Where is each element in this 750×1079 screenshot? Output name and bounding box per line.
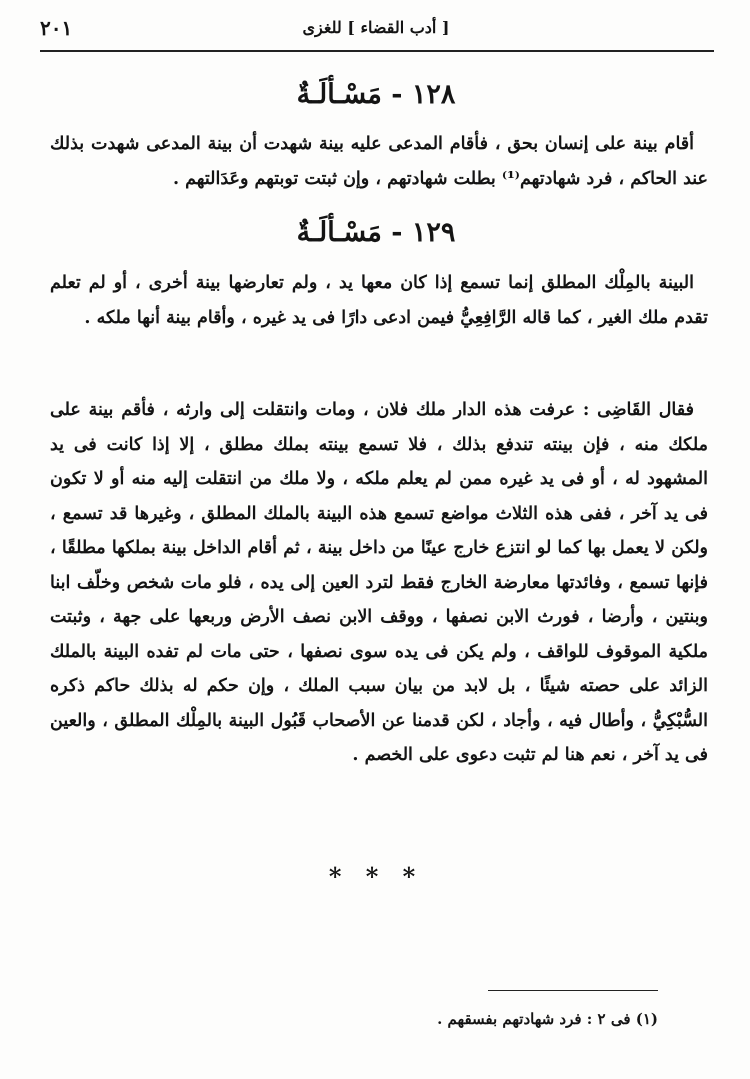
section-128-paragraph: أقام بينة على إنسان بحق ، فأقام المدعى عليه بينة شهدت أن بينة المدعى شهدت بذلك عند الحاكم ، فرد شهادتهم⁽¹⁾ بطلت شهادتهم ، وإن ثبتت توبتهم وعَدَالتهم . — [50, 134, 708, 189]
footnote: (١) فى ٢ : فرد شهادتهم بفسقهم . — [437, 1010, 658, 1028]
header-rule — [40, 50, 714, 52]
section-129-body-2 — [50, 393, 708, 773]
section-129-body-1 — [50, 266, 708, 335]
section-separator: * * * — [328, 862, 424, 891]
page-header — [40, 16, 712, 46]
page-number: ٢٠١ — [40, 16, 73, 40]
section-128-heading: ١٢٨ - مَسْـألَـةٌ — [296, 79, 456, 110]
footnote-rule — [488, 990, 658, 991]
section-128-body — [50, 127, 708, 196]
running-title: [ أدب القضاء ] للغزى — [302, 18, 450, 37]
section-129-paragraph-1: البينة بالمِلْك المطلق إنما تسمع إذا كان معها يد ، ولم تعارضها بينة أخرى ، أو لم تعلم تقدم ملك الغير ، كما قاله الرَّافِعِيُّ فيمن ادعى دارًا فى يد غيره ، وأقام بينة أنها ملكه . — [50, 273, 708, 328]
section-129-heading: ١٢٩ - مَسْـألَـةٌ — [296, 217, 456, 248]
section-129-paragraph-2: فقال القَاضِى : عرفت هذه الدار ملك فلان ، ومات وانتقلت إلى وارثه ، فأقم بينة على ملكك منه ، فإن بينته تندفع بذلك ، فلا تسمع بينته بملك مطلق ، إلا إذا كانت فى يد المشهود له ، أو فى يد غيره ممن لم يعلم ملكه ، ولا ملك من انتقلت إليه منه أو لا تكون فى يد آخر ، ففى هذه الثلاث مواضع تسمع هذه البينة بالملك المطلق ، وغيرها قد تسمع ، ولكن لا يعمل بها كما لو انتزع خارج عينًا من داخل بينة ، ثم أقام الداخل بينة بملكها مطلقًا ، فإنها تسمع ، وفائدتها معارضة الخارج فقط لترد العين إلى يده ، فلو مات شخص وخلّف ابنا وبنتين ، وأرضا ، فورث الابن نصفها ، ووقف الابن نصف الأرض وربعها على جهة ، وثبتت ملكية الموقوف للواقف ، ولم يكن فى يده سوى نصفها ، حتى مات لم تفده البينة بالملك الزائد على حصته شيئًا ، بل لابد من بيان سبب الملك ، وإن حكم له بذلك حاكم ذكره السُّبْكِيُّ ، وأطال فيه ، وأجاد ، لكن قدمنا عن الأصحاب قَبُول البينة بالمِلْك المطلق ، والعين فى يد آخر ، نعم هنا لم تثبت دعوى على الخصم . — [50, 400, 708, 765]
